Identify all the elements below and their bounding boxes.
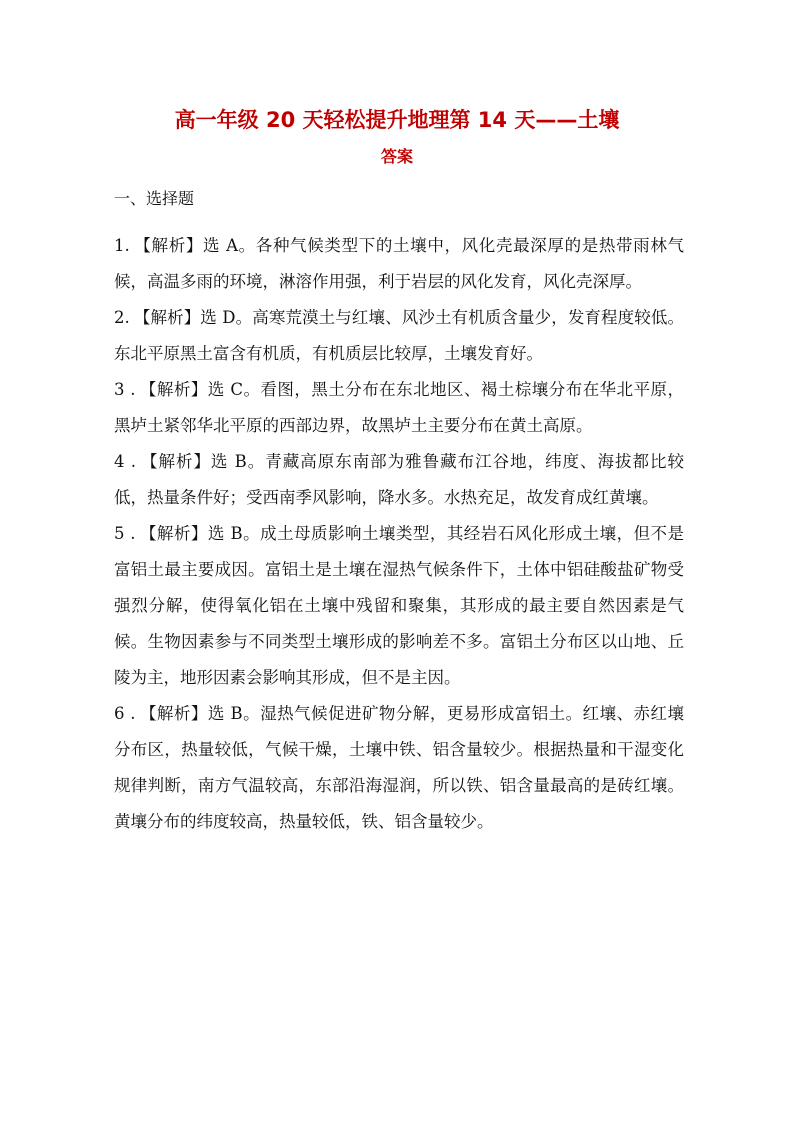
answer-list bbox=[114, 228, 684, 840]
answer-number: 1. bbox=[114, 236, 130, 255]
answer-item-3 bbox=[114, 372, 684, 444]
answer-item-2 bbox=[114, 300, 684, 372]
answer-text: 【解析】选 A。各种气候类型下的土壤中，风化壳最深厚的是热带雨林气候，高温多雨的环境，淋溶作用强，利于岩层的风化发育，风化壳深厚。 bbox=[114, 236, 684, 291]
section-heading: 一、选择题 bbox=[114, 189, 195, 208]
answer-item-5 bbox=[114, 516, 684, 696]
answer-item-1 bbox=[114, 228, 684, 300]
answer-number: 5 . bbox=[114, 524, 136, 543]
document-title: 高一年级 20 天轻松提升地理第 14 天——土壤 bbox=[174, 108, 620, 132]
answer-item-4 bbox=[114, 444, 684, 516]
answer-text: 【解析】选 D。高寒荒漠土与红壤、风沙土有机质含量少，发育程度较低。东北平原黑土富含有机质，有机质层比较厚，土壤发育好。 bbox=[114, 308, 684, 363]
answer-number: 6 . bbox=[114, 704, 136, 723]
answer-text: 【解析】选 B。成土母质影响土壤类型，其经岩石风化形成土壤，但不是富铝土最主要成因。富铝土是土壤在湿热气候条件下，土体中铝硅酸盐矿物受强烈分解，使得氧化铝在土壤中残留和聚集，其形成的最主要自然因素是气候。生物因素参与不同类型土壤形成的影响差不多。富铝土分布区以山地、丘陵为主，地形因素会影响其形成，但不是主因。 bbox=[114, 524, 684, 687]
answer-number: 4 . bbox=[114, 452, 136, 471]
answer-text: 【解析】选 C。看图，黑土分布在东北地区、褐土棕壤分布在华北平原，黑垆土紧邻华北平原的西部边界，故黑垆土主要分布在黄土高原。 bbox=[114, 380, 684, 435]
answer-item-6 bbox=[114, 696, 684, 840]
answer-text: 【解析】选 B。青藏高原东南部为雅鲁藏布江谷地，纬度、海拔都比较低，热量条件好；受西南季风影响，降水多。水热充足，故发育成红黄壤。 bbox=[114, 452, 684, 507]
answer-number: 2. bbox=[114, 308, 130, 327]
answer-number: 3 . bbox=[114, 380, 136, 399]
answer-text: 【解析】选 B。湿热气候促进矿物分解，更易形成富铝土。红壤、赤红壤分布区，热量较低，气候干燥，土壤中铁、铝含量较少。根据热量和干湿变化规律判断，南方气温较高，东部沿海湿润，所以铁、铝含量最高的是砖红壤。黄壤分布的纬度较高，热量较低，铁、铝含量较少。 bbox=[114, 704, 684, 831]
document-subtitle: 答案 bbox=[380, 147, 413, 166]
